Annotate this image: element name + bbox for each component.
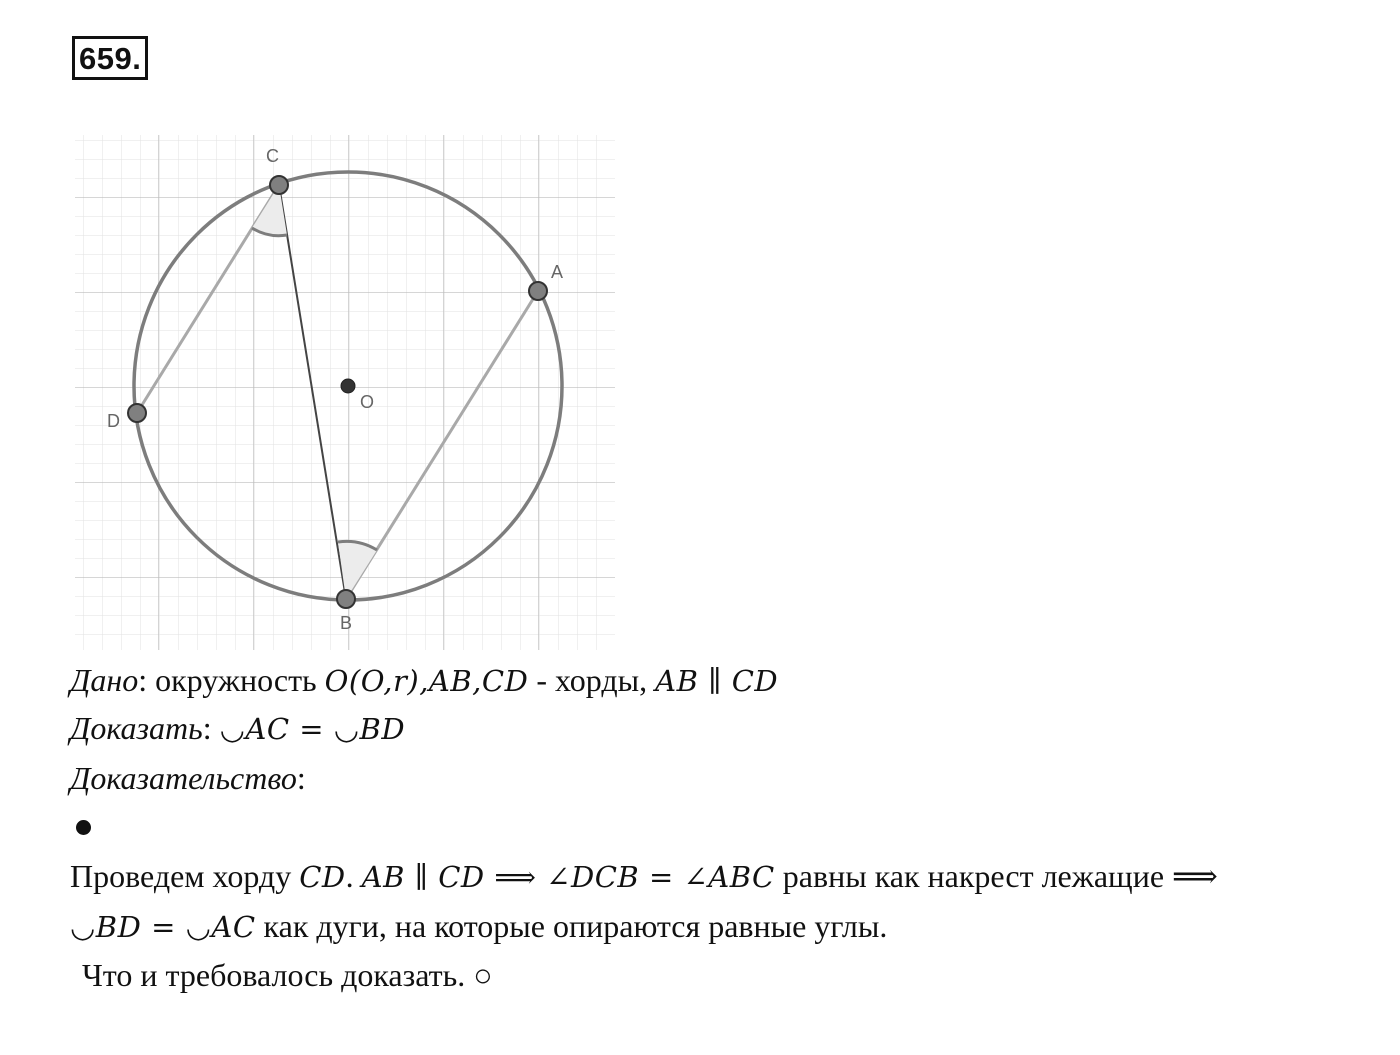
bullet-icon — [76, 820, 91, 835]
geometry-figure — [70, 130, 620, 660]
given-label: Дано — [70, 662, 139, 698]
proof-l1-b: . — [345, 858, 362, 894]
proof-label: Доказательство — [70, 760, 297, 796]
point-o — [341, 379, 355, 393]
proof-line-1 — [70, 856, 1218, 897]
proof-line-2 — [70, 906, 887, 947]
prove-sep: : — [202, 710, 220, 746]
proof-l1-c: равны как накрест лежащие ⟹ — [774, 858, 1218, 894]
given-line — [70, 660, 778, 701]
proof-l2-math-arcs: ◡BD = ◡AC — [70, 910, 256, 944]
given-math-circle: O(O,r),AB,CD — [324, 664, 529, 698]
proof-l2-a: как дуги, на которые опираются равные углы. — [255, 908, 888, 944]
point-c — [270, 176, 288, 194]
proof-l1-math-angles: AB ∥ CD ⟹ ∠DCB = ∠ABC — [361, 860, 775, 894]
label-c: C — [266, 146, 279, 166]
qed-line — [82, 955, 493, 995]
prove-label: Доказать — [70, 710, 203, 746]
point-b — [337, 590, 355, 608]
proof-sep: : — [296, 760, 306, 796]
point-d — [128, 404, 146, 422]
problem-number: 659. — [72, 36, 148, 80]
label-a: A — [551, 262, 564, 282]
proof-heading — [70, 758, 306, 798]
given-mid: - хорды, — [528, 662, 656, 698]
point-a — [529, 282, 547, 300]
label-o: O — [360, 392, 375, 412]
qed-text: Что и требовалось доказать. ○ — [82, 957, 493, 993]
prove-math: ◡AC = ◡BD — [219, 712, 406, 746]
label-b: B — [340, 613, 353, 633]
proof-l1-a: Проведем хорду — [70, 858, 300, 894]
circle-diagram — [70, 130, 620, 655]
proof-l1-math-cd: CD — [299, 860, 346, 894]
given-math-parallel: AB ∥ CD — [655, 664, 779, 698]
label-d: D — [107, 411, 120, 431]
prove-line — [70, 708, 405, 749]
given-sep: : окружность — [138, 662, 325, 698]
